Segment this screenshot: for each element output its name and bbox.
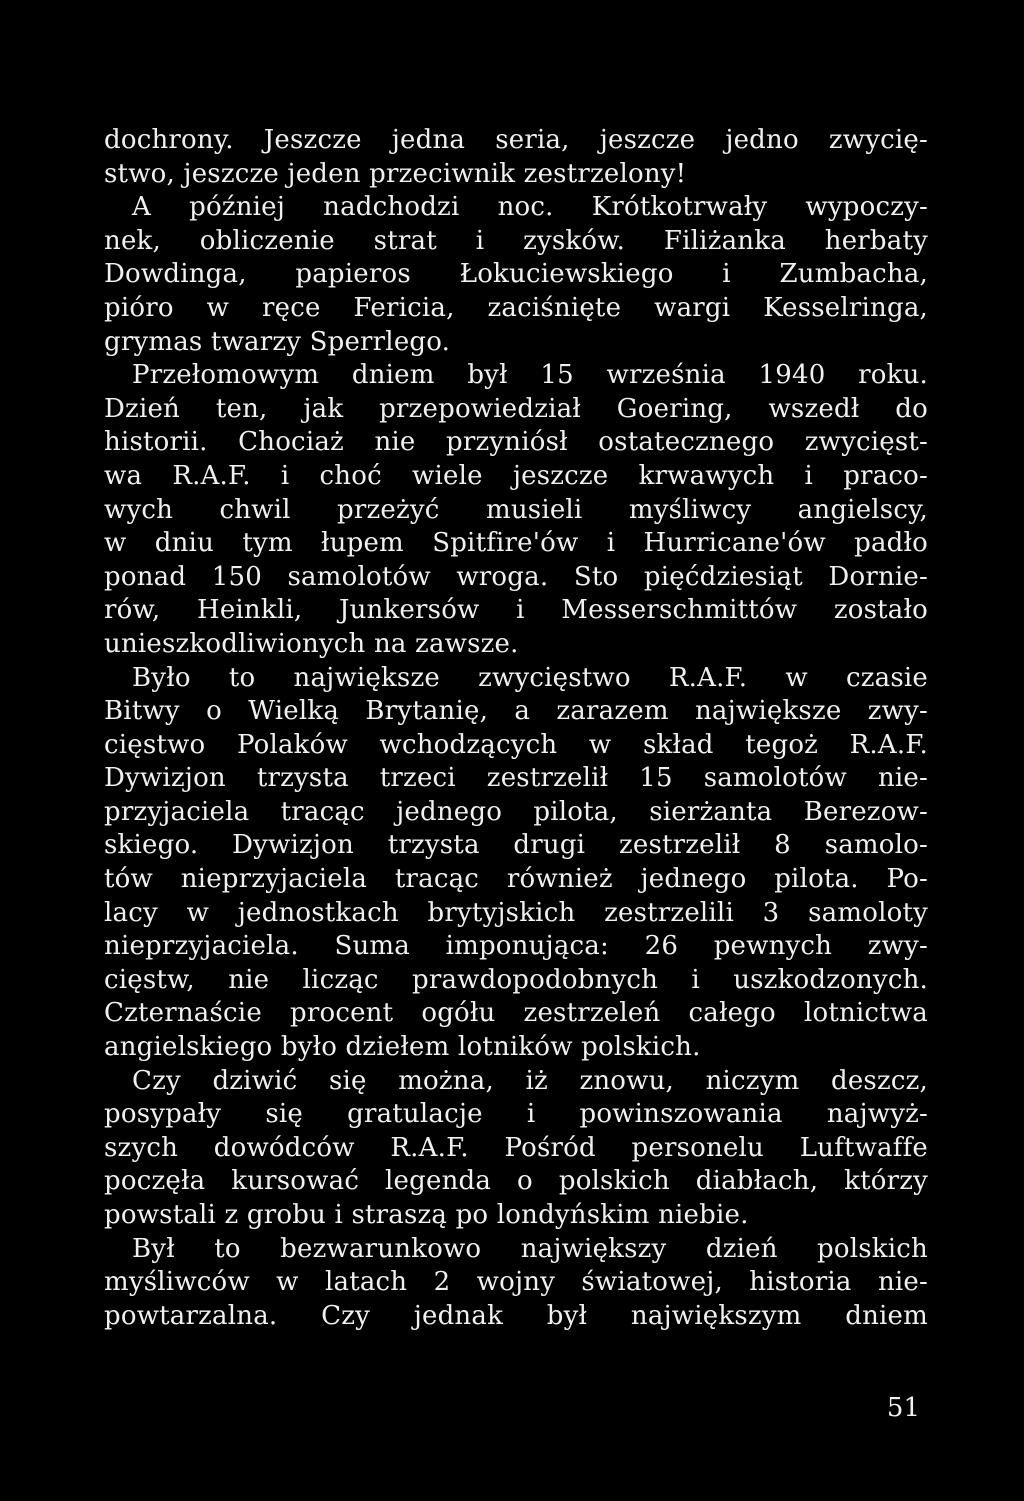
text-line: powstali z grobu i straszą po londyńskim niebie. bbox=[104, 1200, 749, 1230]
text-line: w dniu tym łupem Spitfire'ów i Hurricane'ów padło bbox=[104, 528, 928, 559]
text-line: posypały się gratulacje i powinszowania najwyż- bbox=[104, 1099, 928, 1130]
text-line: powtarzalna. Czy jednak był największym dniem bbox=[104, 1300, 928, 1331]
text-line: Czternaście procent ogółu zestrzeleń całego lotnictwa bbox=[104, 998, 928, 1029]
text-line: nieprzyjaciela. Suma imponująca: 26 pewnych zwy- bbox=[104, 931, 928, 962]
text-line: rów, Heinkli, Junkersów i Messerschmittów zostało bbox=[104, 595, 928, 626]
text-line: ponad 150 samolotów wroga. Sto pięćdziesiąt Dornie- bbox=[104, 561, 928, 592]
text-line: Było to największe zwycięstwo R.A.F. w czasie bbox=[132, 662, 928, 693]
text-line: nek, obliczenie strat i zysków. Filiżanka herbaty bbox=[104, 225, 928, 256]
text-line: stwo, jeszcze jeden przeciwnik zestrzelony! bbox=[104, 158, 687, 189]
text-line: Dzień ten, jak przepowiedział Goering, wszedł do bbox=[104, 393, 928, 424]
text-line: wych chwil przeżyć musieli myśliwcy angielscy, bbox=[104, 494, 928, 525]
text-line: cięstw, nie licząc prawdopodobnych i uszkodzonych. bbox=[104, 964, 928, 995]
text-line: dochrony. Jeszcze jedna seria, jeszcze jedno zwycię- bbox=[104, 125, 928, 155]
text-line: tów nieprzyjaciela tracąc również jednego pilota. Po- bbox=[104, 864, 928, 895]
text-line: unieszkodliwionych na zawsze. bbox=[104, 628, 519, 659]
text-line: skiego. Dywizjon trzysta drugi zestrzelił 8 samolo- bbox=[104, 830, 928, 861]
text-line: Czy dziwić się można, iż znowu, niczym deszcz, bbox=[132, 1065, 928, 1096]
text-line: poczęła kursować legenda o polskich diabłach, którzy bbox=[104, 1166, 928, 1197]
text-line: Dowdinga, papieros Łokuciewskiego i Zumbacha, bbox=[104, 259, 928, 290]
text-line: cięstwo Polaków wchodzących w skład tegoż R.A.F. bbox=[104, 729, 928, 760]
text-line: Dywizjon trzysta trzeci zestrzelił 15 samolotów nie- bbox=[104, 763, 928, 794]
text-line: Był to bezwarunkowo największy dzień polskich bbox=[132, 1233, 928, 1264]
body-text bbox=[104, 124, 928, 1333]
page-number: 51 bbox=[886, 1393, 920, 1423]
text-line: historii. Chociaż nie przyniósł ostatecznego zwycięst- bbox=[104, 427, 928, 458]
text-line: Przełomowym dniem był 15 września 1940 roku. bbox=[132, 360, 928, 391]
text-line: szych dowódców R.A.F. Pośród personelu Luftwaffe bbox=[104, 1132, 928, 1163]
text-line: wa R.A.F. i choć wiele jeszcze krwawych i praco- bbox=[104, 460, 928, 491]
text-line: pióro w ręce Fericia, zaciśnięte wargi Kesselringa, bbox=[104, 292, 928, 323]
text-line: A później nadchodzi noc. Krótkotrwały wypoczy- bbox=[132, 192, 928, 223]
text-line: myśliwców w latach 2 wojny światowej, historia nie- bbox=[104, 1267, 928, 1298]
text-line: angielskiego było dziełem lotników polskich. bbox=[104, 1032, 701, 1063]
text-line: grymas twarzy Sperrlego. bbox=[104, 326, 451, 357]
text-line: Bitwy o Wielką Brytanię, a zarazem największe zwy- bbox=[104, 696, 928, 727]
text-line: lacy w jednostkach brytyjskich zestrzelili 3 samoloty bbox=[104, 897, 928, 928]
text-line: przyjaciela tracąc jednego pilota, sierżanta Berezow- bbox=[104, 796, 928, 827]
